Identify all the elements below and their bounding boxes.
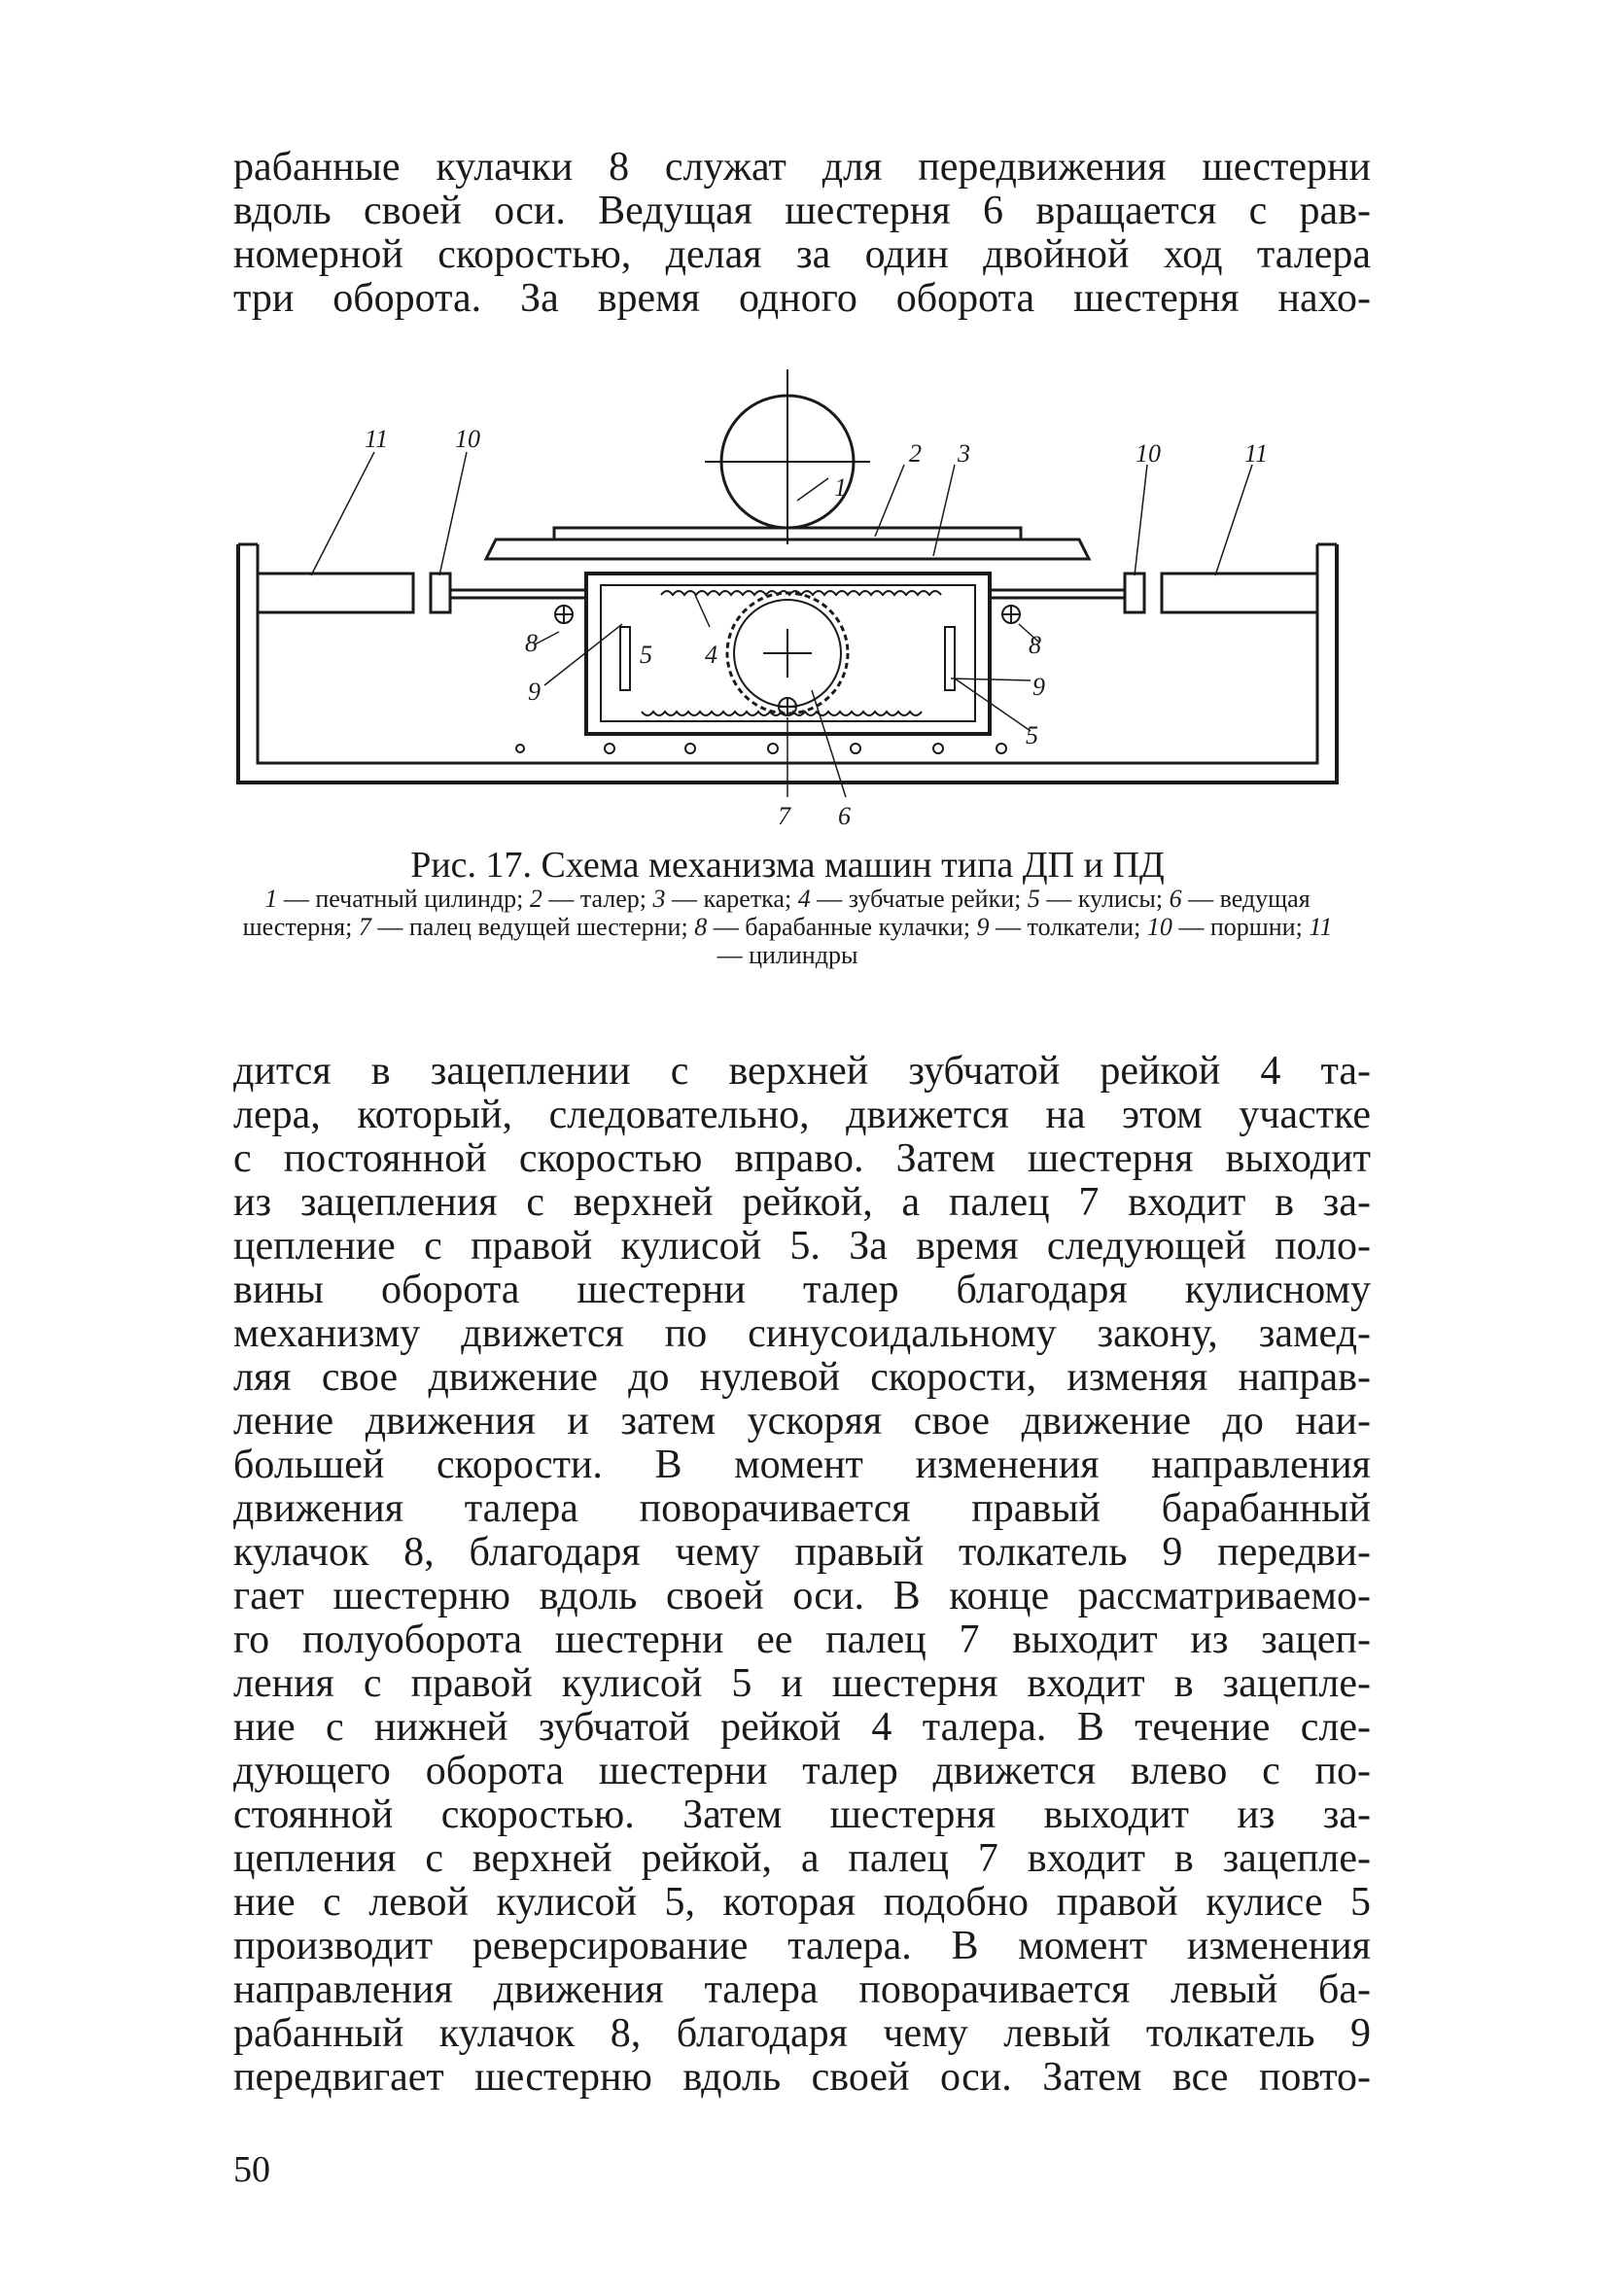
text-line: ления с правой кулисой 5 и шестерня входит в зацепле-: [233, 1661, 1371, 1706]
text-line: гает шестерню вдоль своей оси. В конце рассматриваемо-: [233, 1574, 1371, 1618]
text-line: кулачок 8, благодаря чему правый толкатель 9 передви-: [233, 1530, 1371, 1575]
label-6: 6: [838, 802, 851, 826]
text-line: цепление с правой кулисой 5. За время следующей поло-: [233, 1224, 1371, 1269]
label-5-left: 5: [640, 641, 652, 669]
text-line: цепления с верхней рейкой, а палец 7 входит в зацепле-: [233, 1836, 1371, 1881]
label-8-left: 8: [525, 629, 538, 657]
label-4: 4: [705, 641, 717, 669]
text-line: номерной скоростью, делая за один двойной ход талера: [233, 232, 1371, 277]
label-2: 2: [909, 439, 922, 468]
text-line: го полуоборота шестерни ее палец 7 выходит из зацеп-: [233, 1618, 1371, 1662]
page-number: 50: [233, 2149, 270, 2190]
caption-legend: 1 — печатный цилиндр; 2 — талер; 3 — каретка; 4 — зубчатые рейки; 5 — кулисы; 6 — ведущая шестерня; 7 — палец ведущей шестерни; 8 — барабанные кулачки; 9 — толкатели; 10 — поршни; 11 — цилиндры: [242, 885, 1333, 969]
mechanism-diagram: [233, 369, 1351, 826]
text-line: производит реверсирование талера. В момент изменения: [233, 1924, 1371, 1968]
text-line: вдоль своей оси. Ведущая шестерня 6 вращается с рав-: [233, 189, 1371, 233]
text-line: большей скорости. В момент изменения направления: [233, 1443, 1371, 1487]
right-cylinder: [1162, 574, 1317, 612]
text-line: движения талера поворачивается правый барабанный: [233, 1486, 1371, 1531]
body-paragraph: [233, 1050, 1371, 2100]
label-11-right: 11: [1244, 439, 1269, 468]
text-line: с постоянной скоростью вправо. Затем шестерня выходит: [233, 1136, 1371, 1181]
label-9-left: 9: [528, 678, 541, 706]
text-line: дующего оборота шестерни талер движется влево с по-: [233, 1749, 1371, 1793]
right-piston: [1125, 574, 1144, 612]
label-10-left: 10: [455, 425, 480, 453]
label-10-right: 10: [1136, 439, 1161, 468]
label-1: 1: [834, 473, 847, 502]
label-7: 7: [778, 802, 790, 826]
text-line: стоянной скоростью. Затем шестерня выходит из за-: [233, 1792, 1371, 1837]
left-cylinder: [258, 574, 413, 612]
left-piston: [431, 574, 450, 612]
text-line: направления движения талера поворачивается левый ба-: [233, 1967, 1371, 2012]
label-11-left: 11: [365, 425, 389, 453]
figure-caption: [233, 846, 1342, 969]
top-paragraph: [233, 146, 1371, 321]
text-line: вины оборота шестерни талер благодаря кулисному: [233, 1268, 1371, 1312]
text-line: дится в зацеплении с верхней зубчатой рейкой 4 та-: [233, 1049, 1371, 1094]
label-9-right: 9: [1032, 673, 1045, 701]
label-5-right: 5: [1026, 721, 1038, 749]
left-slot: [620, 627, 630, 690]
text-line: лера, который, следовательно, движется на этом участке: [233, 1093, 1371, 1137]
label-8-right: 8: [1029, 631, 1041, 659]
text-line: ние с левой кулисой 5, которая подобно правой кулисе 5: [233, 1880, 1371, 1925]
text-line: три оборота. За время одного оборота шестерня нахо-: [233, 276, 1371, 321]
text-line: рабанный кулачок 8, благодаря чему левый толкатель 9: [233, 2011, 1371, 2056]
text-line: ляя свое движение до нулевой скорости, изменяя направ-: [233, 1355, 1371, 1400]
text-line: ление движения и затем ускоряя свое движение до наи-: [233, 1399, 1371, 1444]
label-3: 3: [958, 439, 970, 468]
right-slot: [945, 627, 955, 690]
text-line: передвигает шестерню вдоль своей оси. Затем все повто-: [233, 2055, 1371, 2100]
text-line: механизму движется по синусоидальному закону, замед-: [233, 1311, 1371, 1356]
text-line: из зацепления с верхней рейкой, а палец 7 входит в за-: [233, 1180, 1371, 1225]
text-line: ние с нижней зубчатой рейкой 4 талера. В течение сле-: [233, 1705, 1371, 1750]
text-line: рабанные кулачки 8 служат для передвижения шестерни: [233, 145, 1371, 190]
caption-title: Рис. 17. Схема механизма машин типа ДП и ПД: [410, 845, 1165, 886]
